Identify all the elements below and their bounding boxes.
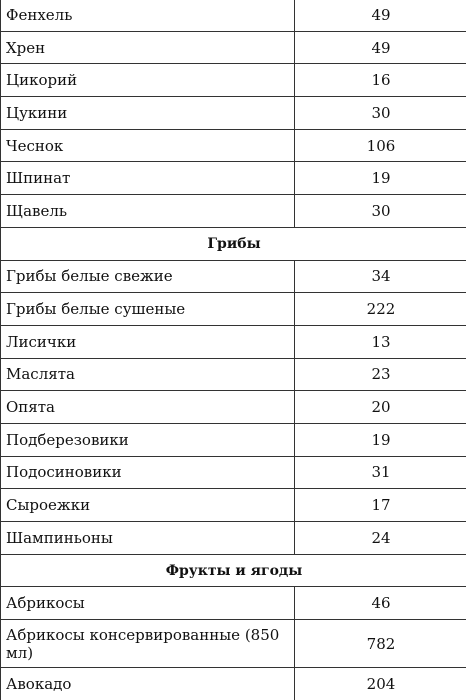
table-row — [1, 293, 466, 326]
table-row — [1, 64, 466, 97]
item-name: Подосиновики — [1, 456, 295, 489]
item-name: Цикорий — [1, 64, 295, 97]
item-value: 19 — [295, 162, 466, 195]
item-value: 31 — [295, 456, 466, 489]
item-value: 222 — [295, 293, 466, 326]
item-name: Лисички — [1, 325, 295, 358]
table-row — [1, 668, 466, 700]
item-name: Абрикосы — [1, 587, 295, 620]
item-name: Хрен — [1, 31, 295, 64]
table-row — [1, 260, 466, 293]
table-row — [1, 129, 466, 162]
item-value: 30 — [295, 97, 466, 130]
item-name: Авокадо — [1, 668, 295, 700]
table-row — [1, 620, 466, 668]
item-value: 19 — [295, 423, 466, 456]
item-name: Цукини — [1, 97, 295, 130]
section-title: Грибы — [1, 227, 466, 260]
table-row — [1, 587, 466, 620]
item-value: 13 — [295, 325, 466, 358]
item-name: Опята — [1, 391, 295, 424]
item-value: 17 — [295, 489, 466, 522]
item-value: 20 — [295, 391, 466, 424]
table-row — [1, 325, 466, 358]
table-row — [1, 162, 466, 195]
table-row — [1, 97, 466, 130]
item-value: 34 — [295, 260, 466, 293]
section-header-row — [1, 227, 466, 260]
table-row — [1, 522, 466, 555]
item-name: Фенхель — [1, 0, 295, 31]
section-header-row — [1, 554, 466, 587]
item-value: 16 — [295, 64, 466, 97]
item-value: 23 — [295, 358, 466, 391]
section-title: Фрукты и ягоды — [1, 554, 466, 587]
table-row — [1, 195, 466, 228]
item-name: Подберезовики — [1, 423, 295, 456]
table-row — [1, 31, 466, 64]
item-value: 782 — [295, 620, 466, 668]
item-value: 24 — [295, 522, 466, 555]
item-value: 46 — [295, 587, 466, 620]
item-name: Чеснок — [1, 129, 295, 162]
table-row — [1, 358, 466, 391]
table-row — [1, 489, 466, 522]
table-row — [1, 423, 466, 456]
item-name: Шпинат — [1, 162, 295, 195]
table-row — [1, 456, 466, 489]
item-name: Маслята — [1, 358, 295, 391]
item-name: Шампиньоны — [1, 522, 295, 555]
item-name: Сыроежки — [1, 489, 295, 522]
item-value: 106 — [295, 129, 466, 162]
table-row — [1, 391, 466, 424]
item-value: 49 — [295, 0, 466, 31]
item-value: 204 — [295, 668, 466, 700]
table-row — [1, 0, 466, 31]
item-name: Щавель — [1, 195, 295, 228]
item-name: Абрикосы консервированные (850 мл) — [1, 620, 295, 668]
item-name: Грибы белые свежие — [1, 260, 295, 293]
item-name: Грибы белые сушеные — [1, 293, 295, 326]
item-value: 49 — [295, 31, 466, 64]
item-value: 30 — [295, 195, 466, 228]
